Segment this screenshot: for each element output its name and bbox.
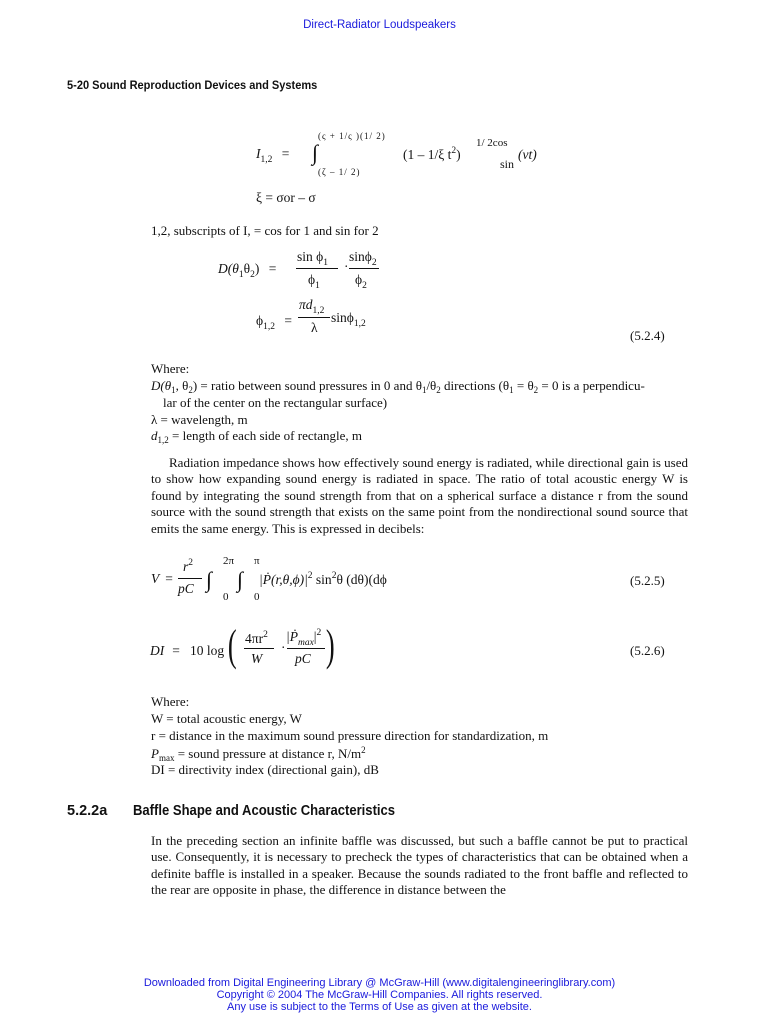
eq-phi-num: $\pi d_{1,2}$ [299,297,325,316]
equation-number-5-2-6: (5.2.6) [630,643,665,658]
eq-I-lower-limit: (ζ – 1/ 2) [318,167,361,177]
eq-DI-frac1-den: W [251,651,263,666]
where-D-line: $D(\theta_1$, $\theta_2$) = ratio between sound pressures in 0 and $\theta_1/\theta_2$ directions ($\theta_1 = \theta_2 = 0$ is a perpendicu- [151,378,645,395]
running-header: Direct-Radiator Loudspeakers [303,19,456,31]
where-Pmax: $P_{max}$ = sound pressure at distance r, $N/m^2$ [151,745,366,763]
eq-phi-lhs: $\phi_{1,2}$ = [256,313,292,332]
eq-DI-coef: 10 log [190,643,225,658]
eq-D-frac2-den: $\phi_2$ [355,272,367,291]
where-lambda: λ = wavelength, m [151,412,248,427]
eq-V-lower1: 0 [223,591,229,603]
eq-V-int1: ∫ [206,567,213,592]
eq-D-frac2-line [349,268,379,269]
where-label-1: Where: [151,361,190,376]
eq-D-frac2-num: sinϕ$_2$ [349,249,377,268]
paragraph-baffle-shape: In the preceding section an infinite baffle was discussed, but such a baffle cannot be put to practical use. Consequently, it is necessary to precheck the types of characteristics that can be obtained when a definite baffle is installed in a speaker. Because the sounds radiated to the front baffle and reflected to the rear are opposite in phase, the difference in distance between the [151,833,688,898]
eq-V-upper2: π [254,555,260,567]
eq-D-frac1-num: $\sin \phi_1$ [297,249,328,268]
eq-I-integrand: (1 – 1/ξ $t^2$) [403,146,461,162]
eq-DI-dot: · [281,640,286,655]
eq-V-upper1: 2π [223,555,235,567]
eq-phi-den: λ [311,320,318,335]
eq-DI-frac1-num: $4\pi r^2$ [245,630,268,646]
eq-I-upper-limit: (ς + 1/ς )(1/ 2) [318,131,386,141]
eq-V-frac-line [178,578,202,579]
eq-DI-frac2-line [287,648,325,649]
eq-I-sin: sin [500,157,515,171]
eq-DI-frac2-num: $|Ṗ_{max}|^2$ [286,628,322,648]
eq-D-frac1-line [296,268,338,269]
eq-phi-line [298,317,330,318]
eq-I-power: 1/ 2cos [476,137,508,149]
eq-D-frac1-den: $\phi_1$ [308,272,320,291]
eq-xi: ξ = σor – σ [256,190,316,205]
eq-D-lhs: $D(\theta_1\theta_2)$ = [218,261,277,280]
eq-DI-right-paren: ) [325,621,335,670]
eq-DI-frac2-den: pC [295,651,311,666]
eq-DI-frac1-line [244,648,274,649]
subsection-number: 5.2.2a [67,803,108,819]
eq-V-int2: ∫ [237,567,244,592]
eq-V-body: $|Ṗ(r,\theta,\phi)|^2$ $\sin^2\theta$ (dθ)(dϕ [259,571,387,587]
eq-V-lower2: 0 [254,591,260,603]
eq-I-arg: (vt) [518,147,537,162]
eq-DI-lhs: DI = [150,643,180,658]
eq-V-num: $r^2$ [183,558,194,574]
eq-I-integral: ∫ [312,140,319,165]
subscripts-note: 1,2, subscripts of I, = cos for 1 and sin for 2 [151,223,379,238]
section-header: 5-20 Sound Reproduction Devices and Systems [67,78,318,92]
where-W: W = total acoustic energy, W [151,711,302,726]
where-r: r = distance in the maximum sound pressure direction for standardization, m [151,728,549,743]
footer-download-link[interactable]: Downloaded from Digital Engineering Library @ McGraw-Hill (www.digitalengineeringlibrary.com) [143,977,616,989]
eq-V-den: pC [178,581,194,596]
eq-I-lhs: $I_{1,2}$ = [256,146,290,165]
eq-D-dot: · [344,259,349,274]
eq-V-lhs: V = [151,571,173,586]
eq-DI-left-paren: ( [227,621,237,670]
where-label-2: Where: [151,694,190,709]
where-d12: $d_{1,2}$ = length of each side of rectangle, m [151,428,362,445]
equation-number-5-2-4: (5.2.4) [630,328,665,343]
where-DI: DI = directivity index (directional gain), dB [151,762,379,777]
paragraph-radiation-impedance: Radiation impedance shows how effectively sound energy is radiated, while directional gain is used to show how expanding sound energy is radiated in space. The ratio of total acoustic energy W is found by integrating the sound strength from that on a spherical surface a distance r from the sound source with the sound strength that exists on the same point from the nondirectional sound source that emits the same energy. This is expressed in decibels: [151,455,688,536]
footer-terms-link[interactable]: Any use is subject to the Terms of Use as given at the website. [227,1001,532,1013]
eq-phi-rhs: sinϕ$_{1,2}$ [331,310,366,329]
where-D-line-cont: lar of the center on the rectangular surface) [163,395,388,410]
equation-number-5-2-5: (5.2.5) [630,573,665,588]
subsection-title: Baffle Shape and Acoustic Characteristics [133,803,396,819]
footer-copyright: Copyright © 2004 The McGraw-Hill Companies. All rights reserved. [216,989,543,1001]
